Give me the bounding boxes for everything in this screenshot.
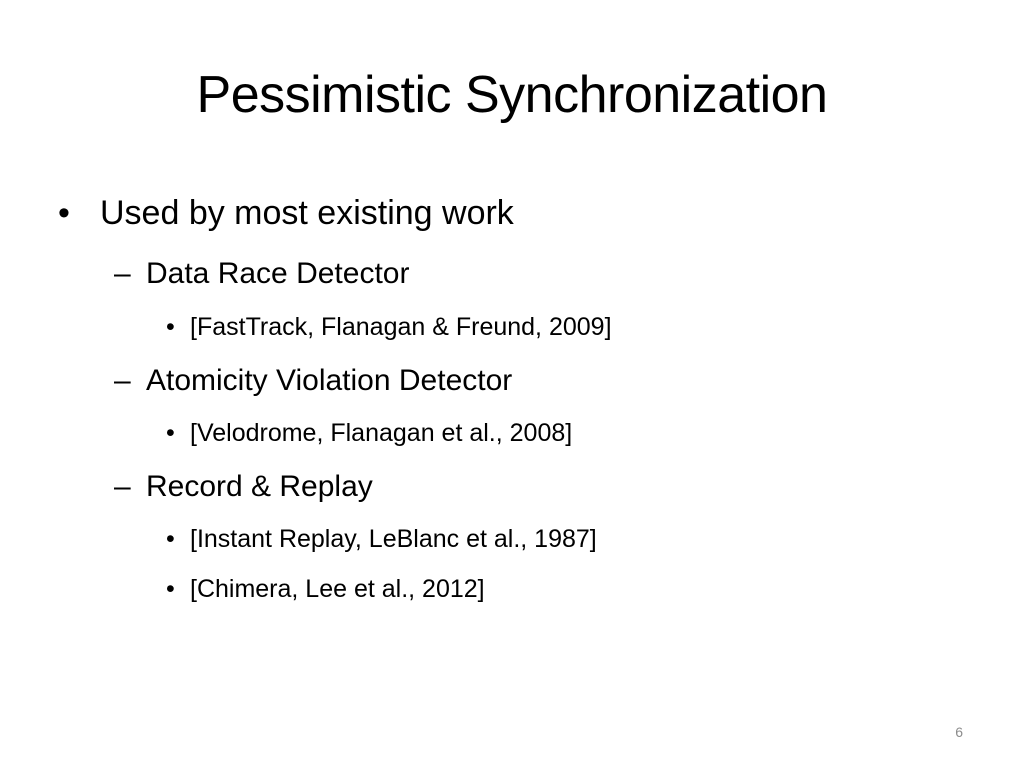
citation-text: [Instant Replay, LeBlanc et al., 1987] — [190, 525, 597, 553]
bullet-marker: • — [166, 313, 175, 341]
bullet-text: Atomicity Violation Detector — [146, 364, 513, 397]
dash-marker: – — [114, 470, 131, 503]
citation-text: [FastTrack, Flanagan & Freund, 2009] — [190, 313, 612, 341]
bullet-text: Record & Replay — [146, 470, 373, 503]
citation-text: [Velodrome, Flanagan et al., 2008] — [190, 419, 573, 447]
dash-marker: – — [114, 364, 131, 397]
slide-number: 6 — [955, 724, 963, 740]
bullet-text: Used by most existing work — [100, 194, 514, 232]
bullet-marker: • — [58, 194, 70, 232]
bullet-marker: • — [166, 575, 175, 603]
bullet-marker: • — [166, 419, 175, 447]
dash-marker: – — [114, 257, 131, 290]
bullet-text: Data Race Detector — [146, 257, 410, 290]
citation-text: [Chimera, Lee et al., 2012] — [190, 575, 485, 603]
bullet-marker: • — [166, 525, 175, 553]
slide-title: Pessimistic Synchronization — [196, 66, 828, 124]
